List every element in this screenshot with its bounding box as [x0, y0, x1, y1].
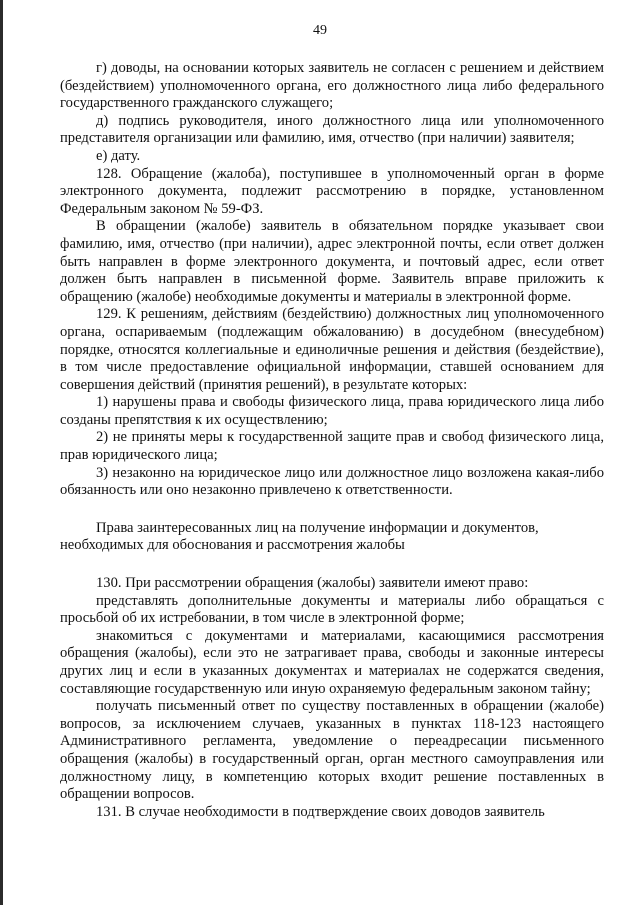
section-heading: [60, 500, 604, 575]
paragraph-129: 129. К решениям, действиям (бездействию) должностных лиц уполномоченного органа, оспариваемым (подлежащим обжалованию) в досудебном (внесудебном) порядке, относятся коллегиальные и единоличные решения и действия (бездействие), в том числе предоставление официальной информации, ставшей основанием для совершения действий (принятия решений), в результате которых:: [60, 306, 604, 393]
paragraph-131: 131. В случае необходимости в подтверждение своих доводов заявитель: [96, 803, 545, 820]
paragraph-130-right-answer: получать письменный ответ по существу поставленных в обращении (жалобе) вопросов, за исключением случаев, указанных в пунктах 118-123 настоящего Административного регламента, уведомление о переадресации письменного обращения (жалобы) в государственный орган, орган местного самоуправления или должностному лицу, в компетенцию которых входит решение поставленных в обращении вопросов.: [60, 698, 604, 803]
paragraph-129-item-2: 2) не приняты меры к государственной защите прав и свобод физического лица, прав юридического лица;: [60, 429, 604, 464]
page-number: 49: [313, 23, 327, 38]
paragraph-item-g: г) доводы, на основании которых заявитель не согласен с решением и действием (бездействием) уполномоченного органа, его должностного лица либо федерального государственного гражданского служащего;: [60, 60, 604, 112]
document-body: [60, 60, 604, 821]
paragraph-130-right-review: знакомиться с документами и материалами, касающимися рассмотрения обращения (жалобы), если это не затрагивает права, свободы и законные интересы других лиц и если в указанных документах и материалах не содержатся сведения, составляющие государственную или иную охраняемую федеральным законом тайну;: [60, 627, 604, 697]
paragraph-129-item-3: 3) незаконно на юридическое лицо или должностное лицо возложена какая-либо обязанность или оно незаконно привлечено к ответственности.: [60, 464, 604, 499]
paragraph-130: 130. При рассмотрении обращения (жалобы) заявители имеют право:: [96, 575, 529, 592]
paragraph-item-e: е) дату.: [96, 147, 141, 164]
paragraph-129-item-1: 1) нарушены права и свободы физического лица, права юридического лица либо созданы препятствия к их осуществлению;: [60, 394, 604, 428]
paragraph-128-applicant-details: В обращении (жалобе) заявитель в обязательном порядке указывает свои фамилию, имя, отчество (при наличии), адрес электронной почты, если ответ должен быть направлен в форме электронного документа, и почтовый адрес, если ответ должен быть направлен в письменной форме. Заявитель вправе приложить к обращению (жалобе) необходимые документы и материалы в электронной форме.: [60, 218, 604, 305]
paragraph-item-d: д) подпись руководителя, иного должностного лица или уполномоченного представителя организации или фамилию, имя, отчество (при наличии) заявителя;: [60, 112, 604, 147]
section-heading-line-1: Права заинтересованных лиц на получение информации и документов,: [96, 519, 539, 536]
scan-left-edge: [0, 0, 3, 905]
paragraph-128: 128. Обращение (жалоба), поступившее в уполномоченный орган в форме электронного документа, подлежит рассмотрению в порядке, установленном Федеральным законом № 59-ФЗ.: [60, 165, 604, 217]
paragraph-130-right-documents: представлять дополнительные документы и материалы либо обращаться с просьбой об их истребовании, в том числе в электронной форме;: [60, 592, 604, 627]
section-heading-line-2: необходимых для обоснования и рассмотрения жалобы: [60, 537, 405, 554]
